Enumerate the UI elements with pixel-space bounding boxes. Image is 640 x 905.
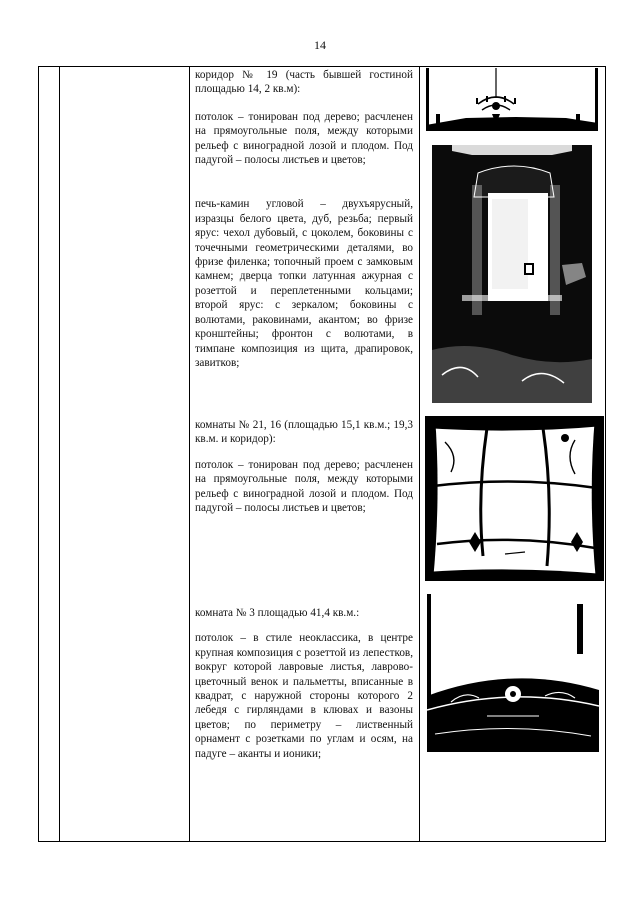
entry-ceiling-description: потолок – в стиле неоклассика, в центре крупная композиция с розеттой из лепестков, вокруг которой лавровые листья, лаврово-цветочный венок и пальметты, вписанные в квадрат, с наружной стороны которого 2 лебедя с гирляндами в клювах и вазоны цветов; по периметру – лиственный орнамент с розетками по углам и осям, на падуге – аканты и ионики;: [195, 632, 413, 760]
entry-ceiling-description: потолок – тонирован под дерево; расчленен на прямоугольные поля, между которыми рельеф с виноградной лозой и плодом. Под падугой – полосы листьев и цветов;: [195, 458, 413, 515]
entry-ceiling-description: потолок – тонирован под дерево; расчленен на прямоугольные поля, между которыми рельеф с виноградной лозой и плодом. Под падугой – полосы листьев и цветов;: [195, 110, 413, 167]
ceiling-grid-photo: [425, 416, 604, 581]
entry-rooms-21-16: [195, 418, 413, 515]
chandelier-photo: [426, 68, 598, 131]
ceiling-panels-icon: [425, 416, 604, 581]
fireplace-mirror-icon: [432, 145, 592, 403]
entry-stove-description: печь-камин угловой – двухъярусный, изразцы белого цвета, дуб, резьба; первый ярус: чехол дубовый, с цоколем, боковины с точечными геометрическими деталями, во фризе филенка; топочный проем с замковым камнем; дверца топки латунная ажурная с розеттой и переплетенными кольцами; второй ярус: с зеркалом; боковины с волютами, раковинами, акантом; во фризе кронштейны; фронтон с волютами, в тимпане композиция из щита, драпировок, завитков;: [195, 198, 413, 369]
entry-heading: комната № 3 площадью 41,4 кв.м.:: [195, 607, 360, 619]
entry-heading: комнаты № 21, 16 (площадью 15,1 кв.м.; 19,3 кв.м. и коридор):: [195, 419, 413, 446]
entry-room-3: [195, 606, 413, 761]
column-divider: [59, 67, 60, 841]
ceiling-rosette-photo: [427, 594, 599, 752]
page-number: 14: [314, 38, 326, 52]
column-divider: [189, 67, 190, 841]
stove-fireplace-photo: [432, 145, 592, 403]
chandelier-icon: [426, 68, 598, 131]
entry-corridor-19: [195, 68, 413, 370]
column-divider: [419, 67, 420, 841]
entry-heading: коридор № 19 (часть бывшей гостиной площадью 14, 2 кв.м):: [195, 69, 413, 96]
ceiling-rosette-icon: [427, 594, 599, 752]
